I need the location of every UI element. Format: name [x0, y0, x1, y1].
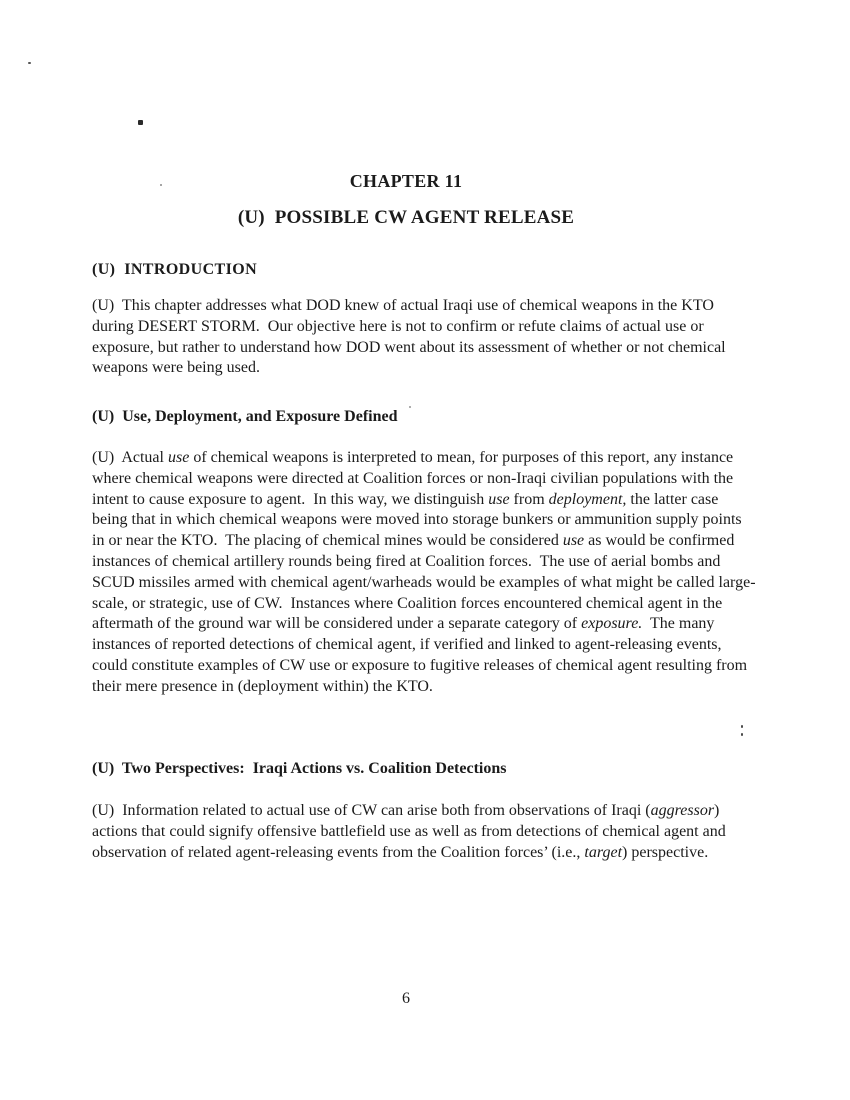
- page-number: 6: [402, 990, 410, 1007]
- text-run: the latter case being that in which chemical weapons were moved into storage bunkers or ammunition supply points in or near the KTO. The placing of chemical mines would be considered: [92, 490, 746, 550]
- italic-term: aggressor: [650, 802, 715, 819]
- italic-term: use: [562, 532, 585, 550]
- italic-term: target: [584, 843, 623, 861]
- text-run: ) actions that could signify offensive battlefield use as well as from detections of chemical agent and observation of related agent-releasing events from the Coalition forces’ (i.e.,: [92, 802, 730, 861]
- italic-term: use: [488, 490, 510, 508]
- two-perspectives-paragraph: [92, 801, 757, 863]
- use-deployment-exposure-heading: (U) Use, Deployment, and Exposure Defined: [92, 408, 398, 425]
- text-run: (U) This chapter addresses what DOD knew of actual Iraqi use of chemical weapons in the KTO during DESERT STORM. Our objective here is not to confirm or refute claims of actual use or exposure, but rather to understand how DOD went about its assessment of whether or not chemical weapons were being used.: [92, 297, 730, 377]
- italic-term: use: [167, 449, 190, 466]
- text-run: The many instances of reported detections of chemical agent, if verified and linked to agent-releasing events, could constitute examples of CW use or exposure to fugitive releases of chemical agent resulting from their mere presence in (deployment within) the KTO.: [92, 615, 752, 695]
- italic-term: deployment,: [548, 490, 627, 508]
- two-perspectives-heading: (U) Two Perspectives: Iraqi Actions vs. Coalition Detections: [92, 760, 507, 777]
- text-run: (U) Information related to actual use of CW can arise both from observations of Iraqi (: [92, 802, 651, 819]
- scan-speck-icon: [138, 120, 143, 125]
- scan-speck-icon: [28, 62, 31, 64]
- introduction-heading: (U) INTRODUCTION: [92, 261, 258, 278]
- introduction-paragraph: [92, 296, 757, 379]
- text-run: as would be confirmed instances of chemical artillery rounds being fired at Coalition forces. The use of aerial bombs and SCUD missiles armed with chemical agent/warheads would be examples of what might be called large-scale, or strategic, use of CW. Instances where Coalition forces encountered chemical agent in the aftermath of the ground war will be considered under a separate category of: [92, 532, 756, 633]
- use-deployment-exposure-paragraph: [92, 448, 757, 698]
- text-run: (U) Actual: [92, 449, 168, 466]
- chapter-subtitle: (U) POSSIBLE CW AGENT RELEASE: [237, 207, 575, 228]
- text-run: of chemical weapons is interpreted to mean, for purposes of this report, any instance where chemical weapons were directed at Coalition forces or non-Iraqi civilian populations with the intent to cause exposure to agent. In this way, we distinguish: [92, 449, 738, 508]
- chapter-title: CHAPTER 11: [349, 171, 463, 191]
- scan-colon-artifact: [741, 725, 743, 728]
- text-run: from: [509, 490, 549, 508]
- scan-colon-artifact: [741, 733, 743, 736]
- text-run: ) perspective.: [622, 843, 709, 861]
- italic-term: exposure.: [581, 615, 643, 633]
